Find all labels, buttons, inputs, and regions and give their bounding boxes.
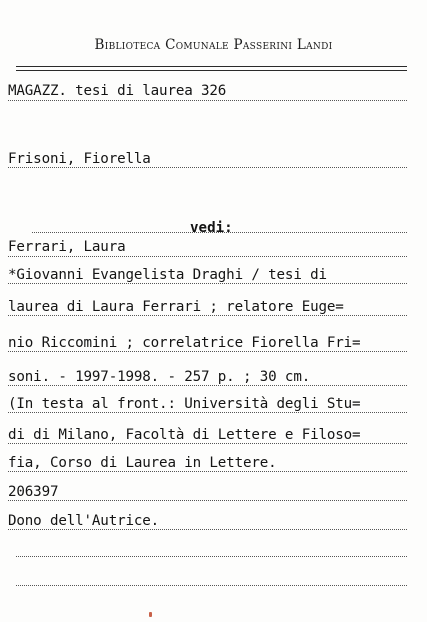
rule-7	[8, 351, 407, 352]
entry-line-5: soni. - 1997-1998. - 257 p. ; 30 cm.	[8, 369, 311, 385]
rule-11	[8, 471, 407, 472]
rule-13	[8, 529, 407, 530]
rule-6	[8, 315, 407, 316]
entry-line-2: *Giovanni Evangelista Draghi / tesi di	[8, 267, 327, 283]
rule-9	[8, 412, 407, 413]
rule-10	[8, 443, 407, 444]
entry-line-7: di di Milano, Facoltà di Lettere e Filoso=	[8, 427, 361, 443]
entry-line-3: laurea di Laura Ferrari ; relatore Euge=	[8, 299, 344, 315]
shelfmark: MAGAZZ. tesi di laurea 326	[8, 83, 227, 99]
rule-15	[16, 585, 407, 586]
rule-8	[8, 385, 407, 386]
heading-name: Frisoni, Fiorella	[8, 151, 151, 167]
rule-12	[8, 500, 407, 501]
rule-5	[8, 283, 407, 284]
library-name: Biblioteca Comunale Passerini Landi	[94, 37, 333, 53]
rule-1	[8, 100, 407, 101]
entry-line-4: nio Riccomini ; correlatrice Fiorella Fri=	[8, 335, 361, 351]
ink-mark	[149, 612, 152, 617]
entry-line-6: (In testa al front.: Università degli Stu=	[8, 396, 361, 412]
entry-line-8: fia, Corso di Laurea in Lettere.	[8, 455, 277, 471]
rule-4	[8, 256, 407, 257]
rule-14	[16, 556, 407, 557]
entry-line-10: Dono dell'Autrice.	[8, 513, 160, 529]
header-rule	[16, 66, 407, 71]
library-header	[0, 37, 427, 53]
entry-line-9: 206397	[8, 484, 59, 500]
see-reference-label: vedi:	[190, 220, 233, 236]
rule-2	[8, 167, 407, 168]
entry-line-1: Ferrari, Laura	[8, 239, 126, 255]
